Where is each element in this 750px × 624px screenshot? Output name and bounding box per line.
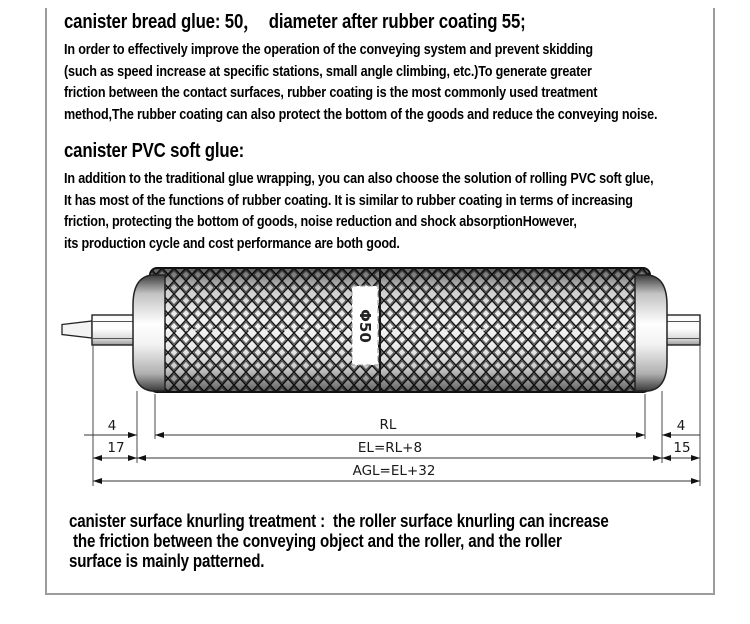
dim-left-shaft: 17 xyxy=(107,440,125,456)
body-line: friction, protecting the bottom of goods, noise reduction and shock absorptionHowever, xyxy=(64,213,577,230)
dim-axle-length: AGL=EL+32 xyxy=(352,463,436,479)
section-heading-bread-glue: canister bread glue: 50， diameter after rubber coating 55; xyxy=(64,11,526,33)
note-line: canister surface knurling treatment : the roller surface knurling can increase xyxy=(69,511,609,531)
dim-right-shaft: 15 xyxy=(673,440,691,456)
body-line: its production cycle and cost performance are both good. xyxy=(64,234,400,252)
body-line: In order to effectively improve the operation of the conveying system and prevent skidding xyxy=(64,41,593,58)
left-shaft xyxy=(92,315,138,345)
roller-technical-drawing xyxy=(0,255,750,505)
note-line: the friction between the conveying object and the roller, and the roller xyxy=(69,531,562,551)
dim-tube-length: EL=RL+8 xyxy=(357,440,423,456)
body-line: method,The rubber coating can also protect the bottom of the goods and reduce the conveying noise. xyxy=(64,105,658,123)
knurling-note xyxy=(69,511,724,571)
dim-left-inset: 4 xyxy=(107,418,117,434)
left-shaft-tip xyxy=(62,321,92,338)
body-line: friction between the contact surfaces, rubber coating is the most commonly used treatment xyxy=(64,84,598,101)
note-line: surface is mainly patterned. xyxy=(69,551,265,571)
body-line: In addition to the traditional glue wrapping, you can also choose the solution of rolling PVC soft glue, xyxy=(64,170,654,187)
dim-rubber-length: RL xyxy=(379,417,397,433)
text-content xyxy=(64,10,702,254)
diameter-callout xyxy=(352,286,378,365)
section-heading-pvc-glue: canister PVC soft glue: xyxy=(64,140,245,162)
section-pvc-soft-glue xyxy=(64,139,702,254)
body-line: (such as speed increase at specific stations, small angle climbing, etc.)To generate greater xyxy=(64,62,592,80)
section-rubber-coating xyxy=(64,10,702,125)
left-end-cap xyxy=(133,275,165,391)
dim-right-inset: 4 xyxy=(676,418,686,434)
right-end-cap xyxy=(635,275,667,391)
body-line: It has most of the functions of rubber coating. It is similar to rubber coating in terms of increasing xyxy=(64,191,633,209)
roller-body-knurled xyxy=(150,268,650,392)
diameter-label: Φ50 xyxy=(356,309,374,343)
